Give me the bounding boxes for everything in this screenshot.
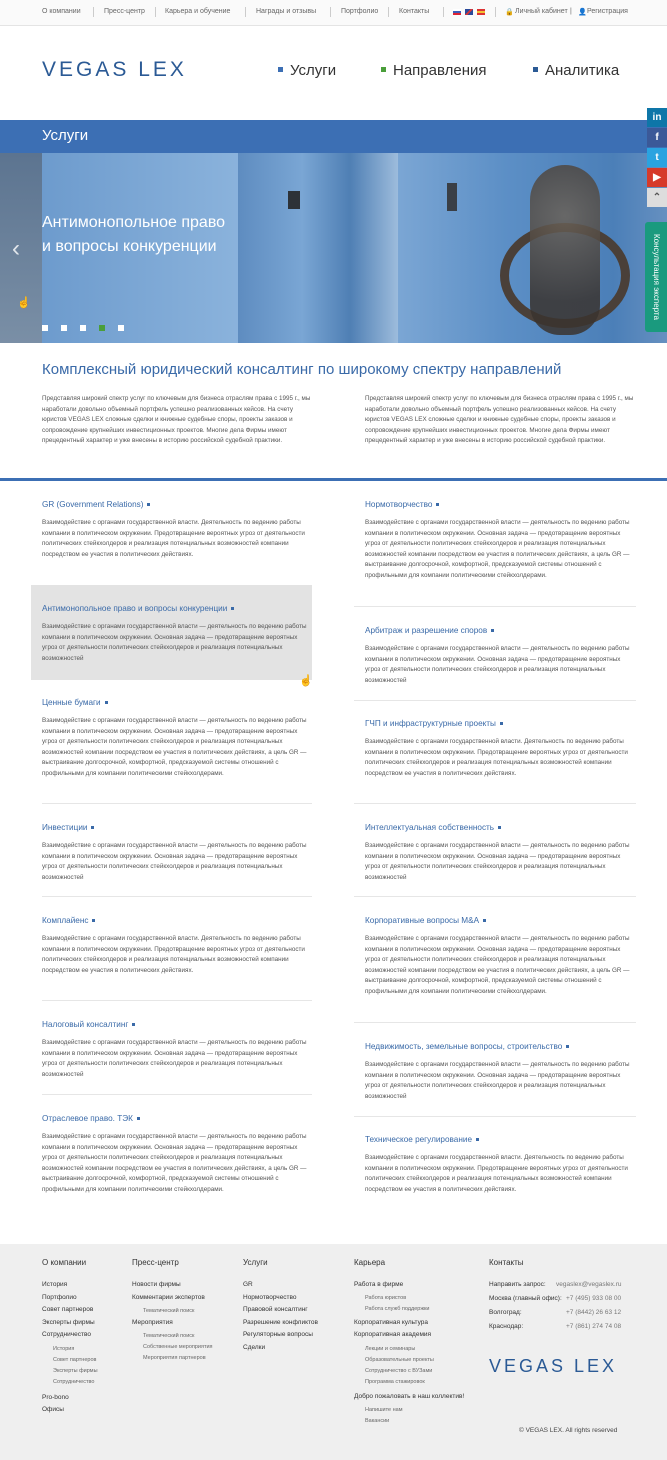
- footer-link[interactable]: Сделки: [243, 1344, 266, 1351]
- service-title[interactable]: Ценные бумаги: [42, 698, 312, 707]
- bullet-icon: [147, 503, 150, 506]
- contact-label: Направить запрос:: [489, 1281, 546, 1288]
- divider: [354, 1116, 636, 1117]
- door-lock-image: [288, 191, 300, 209]
- service-title[interactable]: Антимонопольное право и вопросы конкуренции: [42, 604, 312, 613]
- divider: [495, 7, 496, 17]
- footer-sublink[interactable]: Собственные мероприятия: [143, 1344, 213, 1350]
- footer-link[interactable]: Эксперты фирмы: [42, 1319, 95, 1326]
- divider: [354, 803, 636, 804]
- divider: [388, 7, 389, 17]
- youtube-icon[interactable]: ▶: [647, 168, 667, 187]
- footer-heading[interactable]: Карьера: [354, 1258, 386, 1267]
- personal-cabinet-link[interactable]: Личный кабинет: [515, 8, 568, 15]
- service-title[interactable]: ГЧП и инфраструктурные проекты: [365, 719, 635, 728]
- divider: [443, 7, 444, 17]
- contact-label: Москва (главный офис):: [489, 1295, 562, 1302]
- slider-dot[interactable]: [118, 325, 124, 331]
- bullet-icon: [278, 67, 283, 72]
- service-title[interactable]: Нормотворчество: [365, 500, 635, 509]
- service-desc: Взаимодействие с органами государственной власти. Деятельность по ведению работы компании в политическом окружении. Предотвращение вероятных угроз от деятельности политических стейкхолдеров и реализация потенциальных возможностей компании посредством ее участия в политических действиях.: [365, 738, 628, 777]
- footer-sublink[interactable]: Программа стажировок: [365, 1379, 425, 1385]
- bullet-icon: [491, 629, 494, 632]
- footer-sublink[interactable]: Вакансии: [365, 1418, 390, 1424]
- slider-dot[interactable]: [42, 325, 48, 331]
- footer-sublink[interactable]: Эксперты фирмы: [53, 1368, 98, 1374]
- footer-heading[interactable]: Контакты: [489, 1258, 524, 1267]
- footer-logo[interactable]: VEGAS LEX: [489, 1356, 618, 1376]
- service-item[interactable]: [365, 1042, 635, 1102]
- flag-en-icon[interactable]: [465, 9, 473, 15]
- footer-sublink[interactable]: Напишите нам: [365, 1407, 403, 1413]
- footer-heading[interactable]: Услуги: [243, 1258, 268, 1267]
- contact-label: Волгоград:: [489, 1309, 522, 1316]
- service-title[interactable]: Инвестиции: [42, 823, 312, 832]
- service-desc: Взаимодействие с органами государственной власти — деятельность по ведению работы компании в политическом окружении. Основная задача — предотвращение вероятных угроз от деятельности политических стейкхолдеров и реализация потенциальных возможностей: [365, 1061, 630, 1100]
- bullet-icon: [476, 1138, 479, 1141]
- scroll-top-icon[interactable]: ⌃: [647, 188, 667, 207]
- user-icon: 👤: [578, 9, 587, 16]
- divider: [42, 1000, 312, 1001]
- hero-slider[interactable]: [0, 153, 667, 343]
- service-item[interactable]: [365, 916, 635, 997]
- caption-line: Антимонопольное право: [42, 214, 226, 231]
- flag-de-icon[interactable]: [477, 9, 485, 15]
- footer-sublink[interactable]: Образовательные проекты: [365, 1357, 434, 1363]
- slider-dot[interactable]: [80, 325, 86, 331]
- contact-phone[interactable]: +7 (495) 933 08 00: [566, 1295, 622, 1302]
- bullet-icon: [132, 1023, 135, 1026]
- footer-sublink[interactable]: Тематический поиск: [143, 1333, 195, 1339]
- divider: [330, 7, 331, 17]
- footer-link[interactable]: Портфолио: [42, 1294, 77, 1301]
- bullet-icon: [137, 1117, 140, 1120]
- slide-caption[interactable]: [42, 211, 225, 259]
- service-item[interactable]: [42, 1020, 312, 1080]
- footer-sublink[interactable]: Мероприятия партнеров: [143, 1355, 206, 1361]
- divider: [42, 803, 312, 804]
- social-bar: [647, 108, 667, 208]
- service-item[interactable]: [42, 698, 312, 779]
- service-desc: Взаимодействие с органами государственной власти — деятельность по ведению работы компании в политическом окружении. Основная задача — предотвращение вероятных угроз от деятельности политических стейкхолдеров и реализация потенциальных возможностей: [42, 842, 307, 881]
- page-headline: Комплексный юридический консалтинг по широкому спектру направлений: [42, 361, 562, 378]
- service-desc: Взаимодействие с органами государственной власти — деятельность по ведению работы компании в политическом окружении. Основная задача — предотвращение вероятных угроз от деятельности политических стейкхолдеров и реализация потенциальных возможностей компании посредством ее участия в политических действиях, а цель GR — выстраивание долгосрочной, комфортной, предсказуемой системы отношений с профильными для компании политическими стейкхолдерами.: [365, 935, 630, 995]
- footer-link[interactable]: Корпоративная культура: [354, 1319, 428, 1326]
- slide-panel: [0, 153, 42, 343]
- divider: [42, 896, 312, 897]
- top-link-career[interactable]: Карьера и обучение: [165, 8, 231, 15]
- service-item[interactable]: [365, 1135, 635, 1195]
- prev-slide-icon[interactable]: ‹: [12, 235, 20, 262]
- footer-sublink[interactable]: Работа юристов: [365, 1295, 407, 1301]
- bullet-icon: [500, 722, 503, 725]
- flag-ru-icon[interactable]: [453, 9, 461, 15]
- footer-sublink[interactable]: Сотрудничество: [53, 1379, 95, 1385]
- bullet-icon: [533, 67, 538, 72]
- slider-dot-active[interactable]: [99, 325, 105, 331]
- nav-directions[interactable]: [381, 62, 487, 79]
- top-link-contacts[interactable]: Контакты: [399, 8, 430, 15]
- nav-services[interactable]: [278, 62, 336, 79]
- footer-link[interactable]: Разрешение конфликтов: [243, 1319, 318, 1326]
- top-link-awards[interactable]: Награды и отзывы: [256, 8, 317, 15]
- separator-text: |: [570, 8, 572, 15]
- service-title[interactable]: Налоговый консалтинг: [42, 1020, 312, 1029]
- service-title[interactable]: Комплайенс: [42, 916, 312, 925]
- footer-sublink[interactable]: Работа служб поддержки: [365, 1306, 430, 1312]
- slider-dots: [42, 318, 137, 336]
- copyright: © VEGAS LEX. All rights reserved: [519, 1427, 618, 1434]
- service-title[interactable]: Техническое регулирование: [365, 1135, 635, 1144]
- service-title[interactable]: GR (Government Relations): [42, 500, 312, 509]
- nav-label: Услуги: [290, 62, 337, 79]
- door-knocker-image: [530, 165, 600, 335]
- nav-label: Аналитика: [545, 62, 620, 79]
- footer-sublink[interactable]: История: [53, 1346, 75, 1352]
- top-bar: [0, 0, 667, 26]
- cursor-icon: ☝: [299, 675, 313, 687]
- service-title[interactable]: Интеллектуальная собственность: [365, 823, 635, 832]
- service-title[interactable]: Недвижимость, земельные вопросы, строительство: [365, 1042, 635, 1051]
- service-desc: Взаимодействие с органами государственной власти — деятельность по ведению работы компании в политическом окружении. Основная задача — предотвращение вероятных угроз от деятельности политических стейкхолдеров и реализация потенциальных возможностей компании посредством ее участия в политических действиях, а цель GR — выстраивание долгосрочной, комфортной, предсказуемой системы отношений с профильными для компании политическими стейкхолдерами.: [42, 1133, 307, 1193]
- footer-link[interactable]: Pro-bono: [42, 1394, 69, 1401]
- bullet-icon: [566, 1045, 569, 1048]
- intro-text-right: Представляя широкий спектр услуг по ключевым для бизнеса отраслям права с 1995 г., мы наработали довольно объемный портфель успешно реализованных кейсов. На счету юристов VEGAS LEX сложные сделки и книжные судебные споры, проекты заказов и сопровождение крупнейших инвестиционных проектов. Многие дела Фирмы имеют прецедентный характер и уже внесены в историю российской судебной практики.: [365, 395, 634, 444]
- footer-sublink[interactable]: Совет партнеров: [53, 1357, 97, 1363]
- divider: [354, 896, 636, 897]
- divider: [93, 7, 94, 17]
- footer-heading[interactable]: О компании: [42, 1258, 87, 1267]
- service-item[interactable]: [42, 500, 312, 560]
- service-item[interactable]: [42, 823, 312, 883]
- divider: [354, 700, 636, 701]
- service-desc: Взаимодействие с органами государственной власти. Деятельность по ведению работы компании в политическом окружении. Предотвращение вероятных угроз от деятельности политических стейкхолдеров и реализация потенциальных возможностей компании посредством ее участия в политических действиях.: [365, 1154, 628, 1193]
- service-title[interactable]: Корпоративные вопросы M&A: [365, 916, 635, 925]
- bullet-icon: [498, 826, 501, 829]
- service-item[interactable]: [365, 823, 635, 883]
- bullet-icon: [105, 701, 108, 704]
- service-desc: Взаимодействие с органами государственной власти. Деятельность по ведению работы компании в политическом окружении. Предотвращение вероятных угроз от деятельности политических стейкхолдеров и реализация потенциальных возможностей компании посредством ее участия в политических действиях.: [42, 935, 305, 974]
- caption-line: и вопросы конкуренции: [42, 238, 217, 255]
- footer-link[interactable]: Регуляторные вопросы: [243, 1331, 313, 1338]
- footer-sublink[interactable]: Тематический поиск: [143, 1308, 195, 1314]
- nav-label: Направления: [393, 62, 487, 79]
- footer-link[interactable]: Офисы: [42, 1406, 64, 1413]
- linkedin-icon[interactable]: in: [647, 108, 667, 127]
- service-desc: Взаимодействие с органами государственной власти. Деятельность по ведению работы компании в политическом окружении. Предотвращение вероятных угроз от деятельности политических стейкхолдеров и реализация потенциальных возможностей компании посредством ее участия в политических действиях.: [42, 519, 305, 558]
- top-link-about[interactable]: О компании: [42, 8, 81, 15]
- top-link-press[interactable]: Пресс-центр: [104, 8, 145, 15]
- footer-link[interactable]: Мероприятия: [132, 1319, 173, 1326]
- service-desc: Взаимодействие с органами государственной власти — деятельность по ведению работы компании в политическом окружении. Основная задача — предотвращение вероятных угроз от деятельности политических стейкхолдеров и реализация потенциальных возможностей: [365, 842, 630, 881]
- bullet-icon: [436, 503, 439, 506]
- divider: [155, 7, 156, 17]
- service-desc: Взаимодействие с органами государственной власти — деятельность по ведению работы компании в политическом окружении. Основная задача — предотвращение вероятных угроз от деятельности политических стейкхолдеров и реализация потенциальных возможностей компании посредством ее участия в политических действиях, а цель GR — выстраивание долгосрочной, комфортной, предсказуемой системы отношений с профильными для компании политическими стейкхолдерами.: [365, 519, 630, 579]
- contact-label: Краснодар:: [489, 1323, 524, 1330]
- service-item[interactable]: [365, 719, 635, 779]
- door-lock-image: [447, 183, 457, 211]
- top-link-portfolio[interactable]: Портфолио: [341, 8, 379, 15]
- footer-sublink[interactable]: Лекции и семинары: [365, 1346, 416, 1352]
- footer-link[interactable]: Правовой консалтинг: [243, 1306, 308, 1313]
- bullet-icon: [92, 919, 95, 922]
- service-title[interactable]: Отраслевое право. ТЭК: [42, 1114, 312, 1123]
- bullet-icon: [381, 67, 386, 72]
- divider: [354, 606, 636, 607]
- facebook-icon[interactable]: f: [647, 128, 667, 147]
- service-desc: Взаимодействие с органами государственной власти — деятельность по ведению работы компании в политическом окружении. Основная задача — предотвращение вероятных угроз от деятельности политических стейкхолдеров и реализация потенциальных возможностей: [365, 645, 630, 684]
- divider: [42, 1094, 312, 1095]
- footer-link[interactable]: GR: [243, 1281, 253, 1288]
- bullet-icon: [483, 919, 486, 922]
- divider: [245, 7, 246, 17]
- footer-sublink[interactable]: Сотрудничество с ВУЗами: [365, 1368, 433, 1374]
- footer-link[interactable]: Новости фирмы: [132, 1281, 181, 1288]
- service-desc: Взаимодействие с органами государственной власти — деятельность по ведению работы компании в политическом окружении. Основная задача — предотвращение вероятных угроз от деятельности политических стейкхолдеров и реализация потенциальных возможностей: [42, 1039, 307, 1078]
- footer-link[interactable]: Комментарии экспертов: [132, 1294, 205, 1301]
- bullet-icon: [231, 607, 234, 610]
- section-divider: [0, 478, 667, 481]
- site-header: [0, 26, 667, 120]
- service-item[interactable]: [365, 626, 635, 686]
- expert-consultation-tab[interactable]: Консультация эксперта: [645, 222, 667, 332]
- footer-heading[interactable]: Пресс-центр: [132, 1258, 179, 1267]
- footer-link[interactable]: Добро пожаловать в наш коллектив!: [354, 1393, 465, 1400]
- footer-link[interactable]: Совет партнеров: [42, 1306, 94, 1313]
- slide-panel: [238, 153, 398, 343]
- section-title: Услуги: [42, 127, 89, 144]
- footer-link[interactable]: История: [42, 1281, 68, 1288]
- service-desc: Взаимодействие с органами государственной власти — деятельность по ведению работы компании в политическом окружении. Основная задача — предотвращение вероятных угроз от деятельности политических стейкхолдеров и реализация потенциальных возможностей компании посредством ее участия в политических действиях, а цель GR — выстраивание долгосрочной, комфортной, предсказуемой системы отношений с профильными для компании политическими стейкхолдерами.: [42, 717, 307, 777]
- logo[interactable]: VEGAS LEX: [42, 58, 187, 81]
- cursor-icon: ☝: [17, 297, 31, 309]
- twitter-icon[interactable]: t: [647, 148, 667, 167]
- nav-analytics[interactable]: [533, 62, 619, 79]
- service-item[interactable]: [42, 1114, 312, 1195]
- service-desc: Взаимодействие с органами государственной власти — деятельность по ведению работы компании в политическом окружении. Основная задача — предотвращение вероятных угроз от деятельности политических стейкхолдеров и реализация потенциальных возможностей: [42, 623, 307, 662]
- footer-link[interactable]: Сотрудничество: [42, 1331, 91, 1338]
- footer-link[interactable]: Работа в фирме: [354, 1281, 404, 1288]
- intro-text-left: Представляя широкий спектр услуг по ключевым для бизнеса отраслям права с 1995 г., мы наработали довольно объемный портфель успешно реализованных кейсов. На счету юристов VEGAS LEX сложные сделки и книжные судебные споры, проекты заказов и сопровождение крупнейших инвестиционных проектов. Многие дела Фирмы имеют прецедентный характер и уже внесены в историю российской судебной практики.: [42, 395, 311, 444]
- contact-phone[interactable]: +7 (861) 274 74 08: [566, 1323, 622, 1330]
- contact-phone[interactable]: +7 (8442) 26 63 12: [566, 1309, 622, 1316]
- service-item[interactable]: [42, 604, 312, 664]
- section-title-bar: [0, 120, 667, 153]
- register-link[interactable]: Регистрация: [587, 8, 628, 15]
- service-item[interactable]: [42, 916, 312, 976]
- contact-email[interactable]: vegaslex@vegaslex.ru: [556, 1281, 622, 1288]
- service-item[interactable]: [365, 500, 635, 581]
- slider-dot[interactable]: [61, 325, 67, 331]
- lock-icon: 🔒: [505, 9, 514, 16]
- divider: [354, 1022, 636, 1023]
- footer-link[interactable]: Корпоративная академия: [354, 1331, 432, 1338]
- service-title[interactable]: Арбитраж и разрешение споров: [365, 626, 635, 635]
- bullet-icon: [91, 826, 94, 829]
- footer-link[interactable]: Нормотворчество: [243, 1294, 297, 1301]
